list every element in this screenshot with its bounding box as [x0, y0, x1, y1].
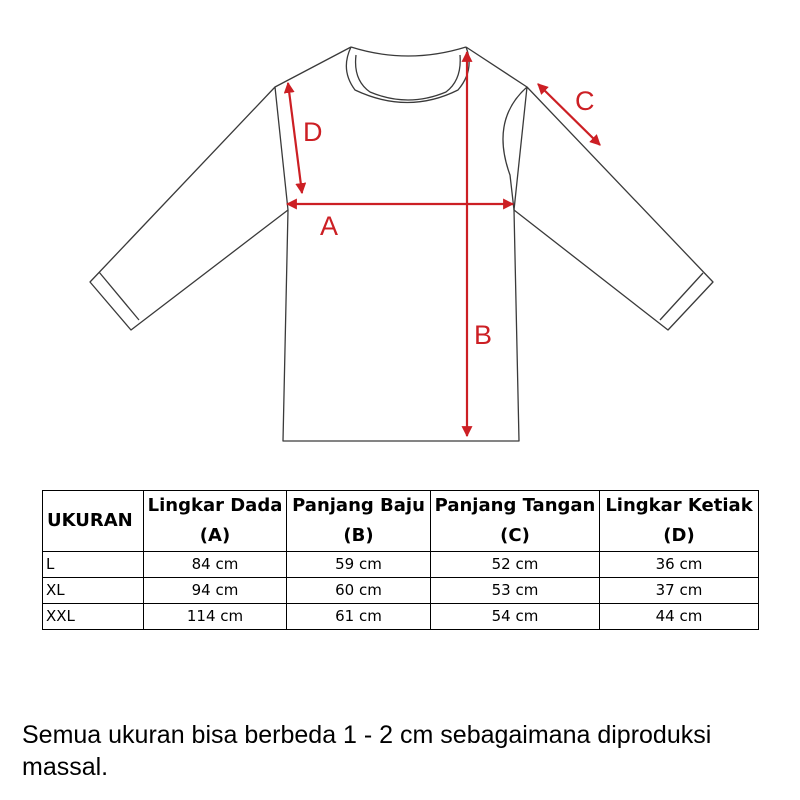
cell-length: 61 cm — [287, 604, 431, 630]
cell-size: L — [43, 552, 144, 578]
label-c: C — [575, 86, 595, 116]
cell-sleeve: 53 cm — [431, 578, 600, 604]
table-header-row — [43, 491, 759, 552]
cell-sleeve: 54 cm — [431, 604, 600, 630]
arrow-d — [288, 83, 302, 193]
cell-armhole: 37 cm — [600, 578, 759, 604]
header-size: UKURAN — [43, 491, 144, 552]
header-armhole: Lingkar Ketiak (D) — [600, 491, 759, 552]
cell-length: 59 cm — [287, 552, 431, 578]
table-row — [43, 578, 759, 604]
header-length: Panjang Baju (B) — [287, 491, 431, 552]
left-sleeve — [90, 87, 288, 330]
measure-arrows — [287, 52, 600, 436]
cell-chest: 94 cm — [144, 578, 287, 604]
table-row — [43, 604, 759, 630]
cell-sleeve: 52 cm — [431, 552, 600, 578]
right-sleeve — [503, 87, 527, 210]
tshirt-outline — [90, 47, 713, 441]
cell-armhole: 36 cm — [600, 552, 759, 578]
neck-inner — [356, 55, 461, 100]
header-sleeve: Panjang Tangan (C) — [431, 491, 600, 552]
table-row — [43, 552, 759, 578]
cell-chest: 114 cm — [144, 604, 287, 630]
right-sleeve-outer — [514, 87, 713, 330]
cell-chest: 84 cm — [144, 552, 287, 578]
cell-length: 60 cm — [287, 578, 431, 604]
neck-outer — [351, 47, 466, 56]
label-a: A — [320, 211, 339, 241]
neck-band — [346, 47, 469, 103]
size-table — [42, 490, 759, 630]
cell-size: XL — [43, 578, 144, 604]
label-b: B — [474, 320, 493, 350]
right-cuff — [660, 273, 703, 320]
cell-size: XXL — [43, 604, 144, 630]
label-d: D — [303, 117, 323, 147]
left-cuff — [99, 272, 139, 320]
size-note: Semua ukuran bisa berbeda 1 - 2 cm sebagaimana diproduksi massal. — [22, 721, 712, 781]
cell-armhole: 44 cm — [600, 604, 759, 630]
shirt-body — [275, 47, 527, 441]
header-chest: Lingkar Dada (A) — [144, 491, 287, 552]
